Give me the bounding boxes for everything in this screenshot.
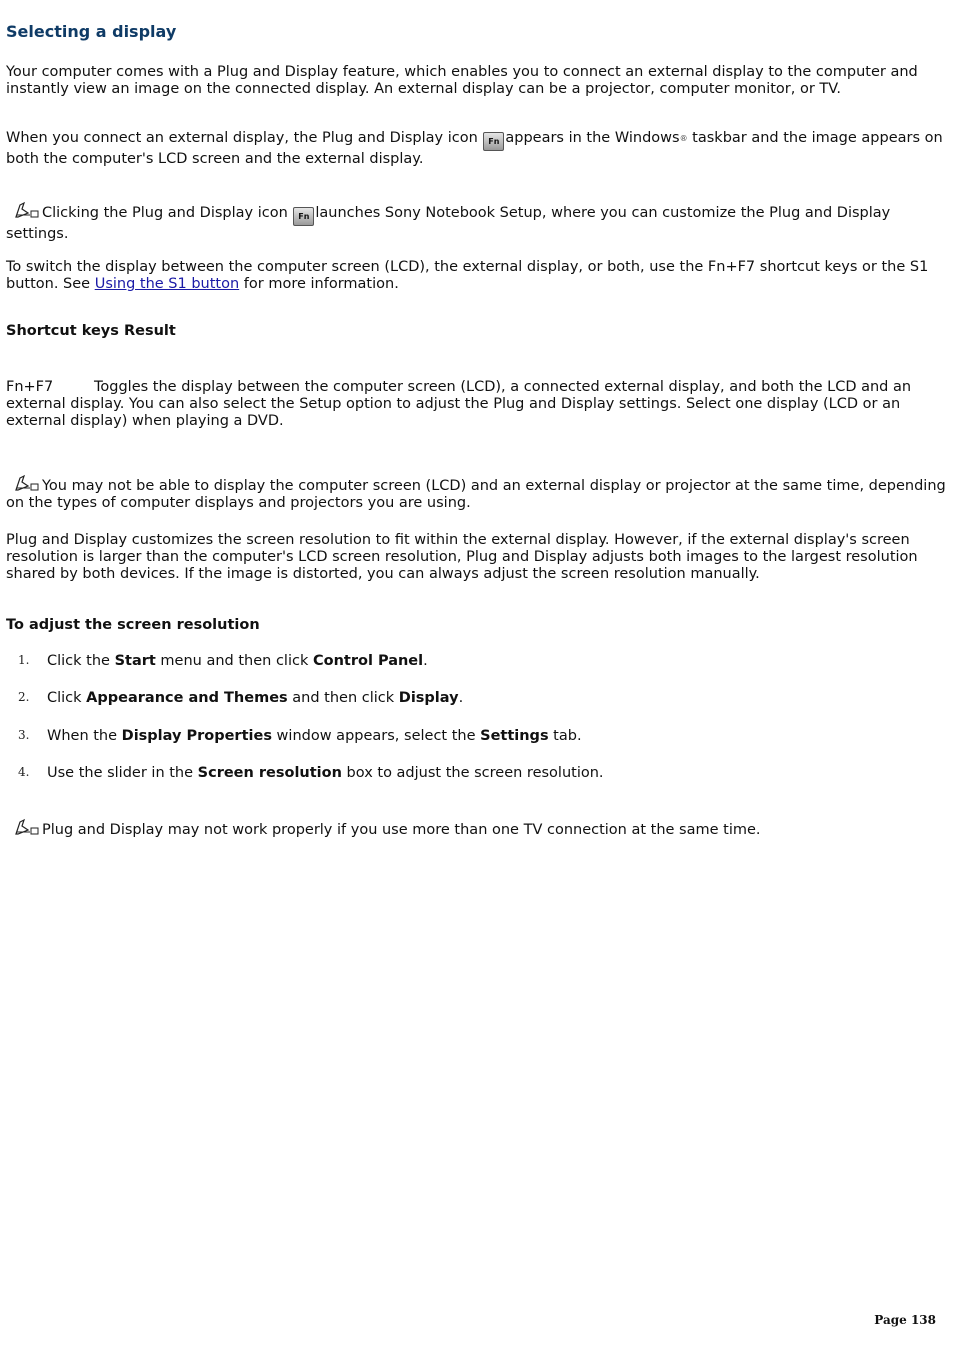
note-1 xyxy=(6,201,948,243)
switch-paragraph xyxy=(6,259,948,293)
procedure-heading: To adjust the screen resolution xyxy=(6,617,260,633)
connect-text-1: When you connect an external display, the Plug and Display icon xyxy=(6,130,483,146)
connect-text-3: taskbar and the image appears on both the computer's LCD screen and the external display. xyxy=(6,130,943,167)
step-text: and then click xyxy=(287,690,399,706)
page-number: Page 138 xyxy=(874,1313,936,1327)
note-2 xyxy=(6,474,948,512)
note-2-text: You may not be able to display the computer screen (LCD) and an external display or projector at the same time, depending on the types of computer displays and projectors you are using. xyxy=(6,478,946,511)
note-1-text-2: launches Sony Notebook Setup, where you can customize the Plug and Display settings. xyxy=(6,205,891,242)
result-cell: Toggles the display between the computer screen (LCD), a connected external display, and both the LCD and an external display. You can also select the Setup option to adjust the Plug and Display settings. Select one display (LCD or an external display) when playing a DVD. xyxy=(6,379,912,429)
step-number: 2. xyxy=(18,690,30,704)
note-1-text-1: Clicking the Plug and Display icon xyxy=(42,205,293,221)
note-pencil-icon xyxy=(14,474,40,492)
resolution-paragraph: Plug and Display customizes the screen resolution to fit within the external display. However, if the external display's screen resolution is larger than the computer's LCD screen resolution, Plug and Display adjusts both images to the largest resolution shared by both devices. If the image is distorted, you can always adjust the screen resolution manually. xyxy=(6,532,918,582)
step-number: 4. xyxy=(18,765,30,779)
note-3 xyxy=(6,818,948,839)
page-title: Selecting a display xyxy=(6,22,177,41)
header-result: Result xyxy=(123,323,176,339)
list-item xyxy=(47,690,463,706)
display-properties-term: Display Properties xyxy=(121,728,272,744)
start-menu-term: Start xyxy=(114,653,156,669)
s1-button-link[interactable]: Using the S1 button xyxy=(94,276,240,292)
settings-term: Settings xyxy=(480,728,549,744)
plug-and-display-icon: Fn xyxy=(483,132,504,151)
connect-paragraph xyxy=(6,130,948,168)
step-text: Click xyxy=(47,690,87,706)
connect-text-2: appears in the Windows xyxy=(505,130,680,146)
step-text: Click the xyxy=(47,653,115,669)
display-term: Display xyxy=(398,690,459,706)
note-3-text: Plug and Display may not work properly if you use more than one TV connection at the same time. xyxy=(42,822,761,838)
step-number: 1. xyxy=(18,653,30,667)
note-pencil-icon xyxy=(14,818,40,836)
list-item xyxy=(47,653,428,669)
step-text: tab. xyxy=(548,728,582,744)
table-row xyxy=(6,379,948,430)
registered-mark: ® xyxy=(679,134,688,143)
control-panel-term: Control Panel xyxy=(312,653,424,669)
step-text: . xyxy=(423,653,428,669)
intro-paragraph: Your computer comes with a Plug and Display feature, which enables you to connect an external display to the computer and instantly view an image on the connected display. An external display can be a projector, computer monitor, or TV. xyxy=(6,64,918,97)
table-header xyxy=(6,323,948,340)
step-text: box to adjust the screen resolution. xyxy=(341,765,604,781)
list-item xyxy=(47,728,582,744)
step-text: Use the slider in the xyxy=(47,765,198,781)
list-item xyxy=(47,765,604,781)
step-text: . xyxy=(458,690,464,706)
switch-text-2: for more information. xyxy=(239,276,399,292)
note-pencil-icon xyxy=(14,201,40,219)
screen-resolution-term: Screen resolution xyxy=(197,765,342,781)
step-text: When the xyxy=(47,728,122,744)
step-number: 3. xyxy=(18,728,30,742)
shortcut-key-cell: Fn+F7 xyxy=(6,379,54,395)
switch-text-1: To switch the display between the computer screen (LCD), the external display, or both, use the Fn+F7 shortcut keys or the S1 button. See xyxy=(6,259,929,292)
plug-and-display-icon: Fn xyxy=(293,207,314,226)
header-shortcut-keys: Shortcut keys xyxy=(6,323,119,339)
step-text: menu and then click xyxy=(155,653,313,669)
step-text: window appears, select the xyxy=(271,728,481,744)
appearance-themes-term: Appearance and Themes xyxy=(86,690,288,706)
